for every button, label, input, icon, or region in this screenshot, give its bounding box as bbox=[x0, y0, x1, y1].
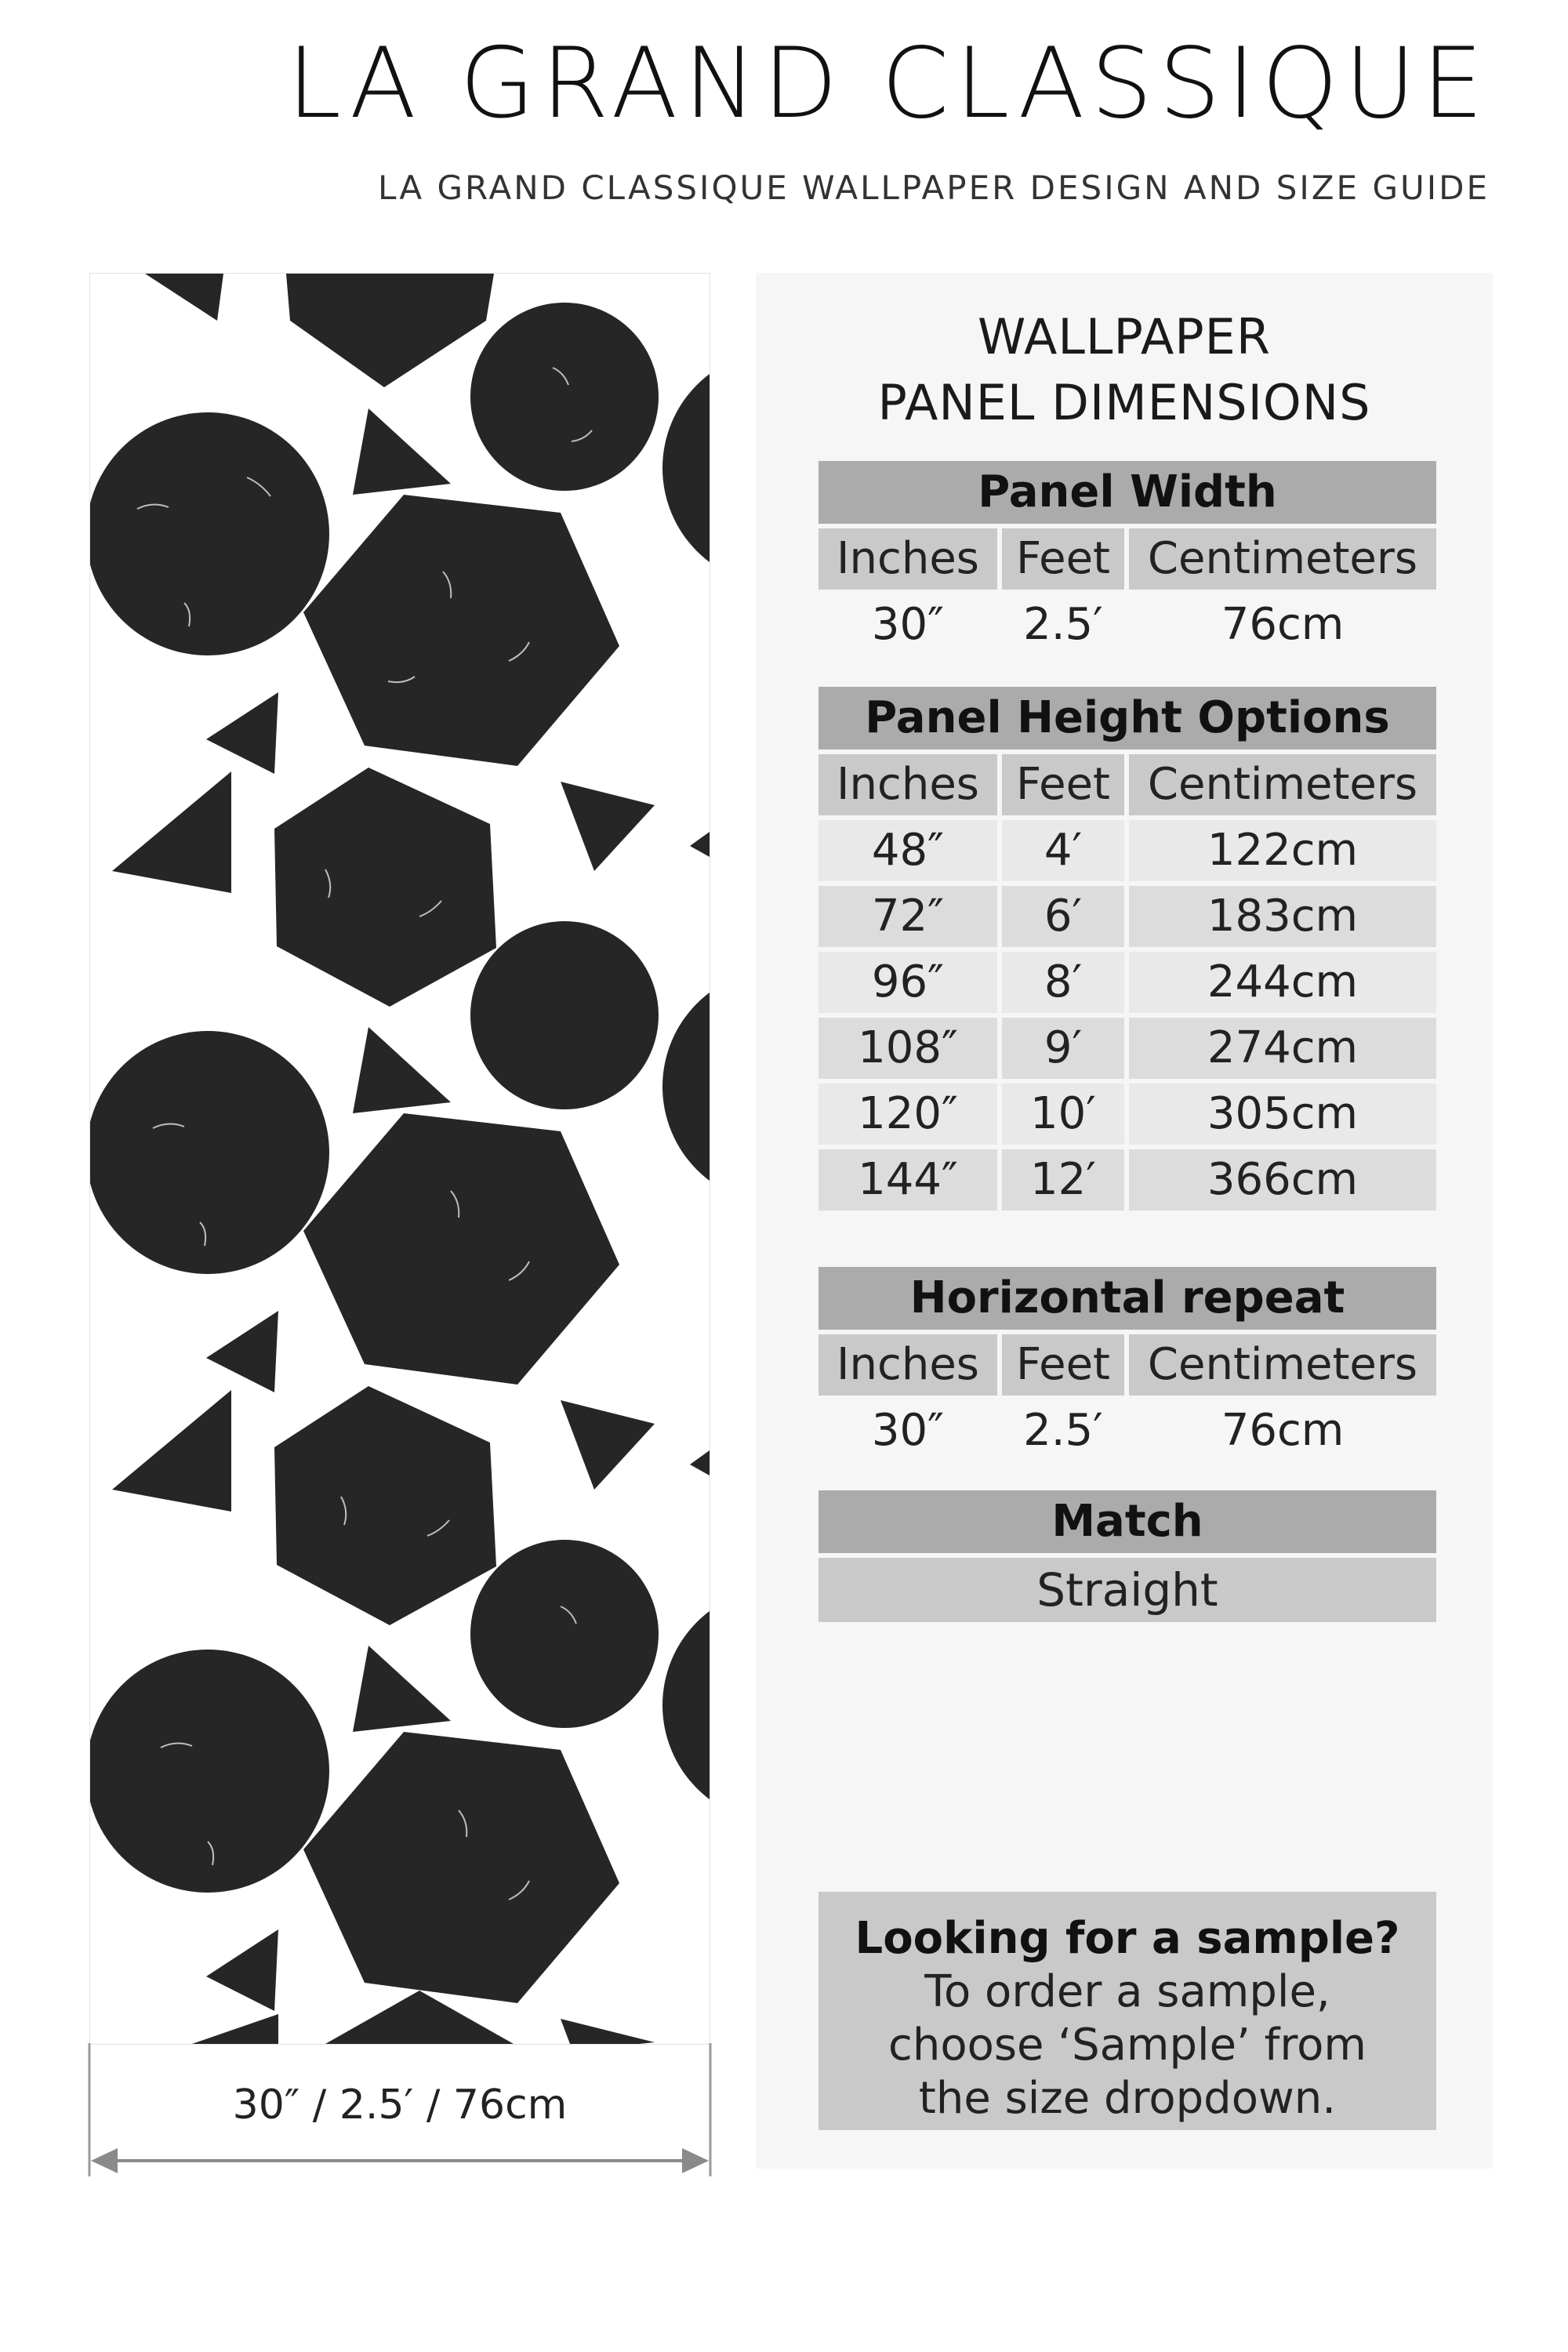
sample-text-line: To order a sample, bbox=[924, 1966, 1330, 2017]
section-title: Panel Height Options bbox=[818, 687, 1436, 750]
table-row bbox=[818, 820, 1436, 881]
cell-feet: 6′ bbox=[1002, 886, 1124, 947]
panel-width-label: 30″ / 2.5′ / 76cm bbox=[232, 2082, 568, 2129]
circle-shape bbox=[470, 1540, 659, 1728]
column-header-feet: Feet bbox=[1002, 1334, 1124, 1396]
circle-shape bbox=[90, 412, 329, 655]
triangle-shape bbox=[353, 408, 451, 495]
card-heading-line1: WALLPAPER bbox=[978, 308, 1271, 365]
column-header-row bbox=[818, 1334, 1436, 1396]
triangle-shape bbox=[561, 1400, 655, 1490]
cell-centimeters: 305cm bbox=[1129, 1083, 1436, 1145]
table-row bbox=[818, 1018, 1436, 1079]
cell-centimeters: 76cm bbox=[1221, 1405, 1345, 1456]
hexagon-shape bbox=[274, 768, 496, 1007]
triangle-shape bbox=[145, 274, 223, 321]
cell-inches: 108″ bbox=[818, 1018, 997, 1079]
sample-callout bbox=[818, 1892, 1436, 2130]
hexagon-shape bbox=[303, 1732, 619, 2003]
column-header-centimeters: Centimeters bbox=[1129, 1334, 1436, 1396]
triangle-shape bbox=[353, 1646, 451, 1732]
hexagon-shape bbox=[303, 495, 619, 766]
horizontal-repeat-section bbox=[818, 1267, 1436, 1466]
triangle-shape bbox=[353, 1027, 451, 1113]
brand-title: LA GRAND CLASSIQUE bbox=[287, 27, 1490, 140]
hexagon-shape bbox=[274, 1386, 496, 1625]
circle-shape bbox=[470, 303, 659, 491]
triangle-shape bbox=[206, 1929, 278, 2011]
column-header-feet: Feet bbox=[1002, 528, 1124, 590]
section-title: Horizontal repeat bbox=[818, 1267, 1436, 1330]
wallpaper-panel-preview bbox=[89, 273, 710, 2045]
cell-centimeters: 274cm bbox=[1129, 1018, 1436, 1079]
triangle-shape bbox=[112, 1390, 231, 1512]
circle-shape bbox=[662, 969, 710, 1204]
table-row bbox=[818, 1083, 1436, 1145]
triangle-shape bbox=[561, 2019, 655, 2044]
card-heading-line2: PANEL DIMENSIONS bbox=[877, 374, 1371, 431]
brand-subtitle: LA GRAND CLASSIQUE WALLPAPER DESIGN AND SIZE GUIDE bbox=[378, 169, 1490, 207]
cell-inches: 144″ bbox=[818, 1149, 997, 1210]
triangle-shape bbox=[690, 832, 710, 857]
cell-centimeters: 366cm bbox=[1129, 1149, 1436, 1210]
table-row bbox=[818, 1400, 1436, 1461]
triangle-shape bbox=[690, 1450, 710, 1475]
cell-inches: 30″ bbox=[871, 1405, 945, 1456]
sample-title: Looking for a sample? bbox=[855, 1913, 1400, 1964]
triangle-shape bbox=[192, 2014, 278, 2044]
cell-feet: 2.5′ bbox=[1023, 599, 1103, 650]
column-header-inches: Inches bbox=[818, 754, 997, 815]
hexagon-shape bbox=[286, 274, 494, 387]
table-row bbox=[818, 594, 1436, 655]
triangle-shape bbox=[561, 782, 655, 871]
hexagon-shape bbox=[303, 1113, 619, 1385]
match-section bbox=[818, 1490, 1436, 1622]
column-header-inches: Inches bbox=[818, 528, 997, 590]
cell-centimeters: 183cm bbox=[1129, 886, 1436, 947]
triangle-shape bbox=[206, 1311, 278, 1392]
cell-feet: 2.5′ bbox=[1023, 1405, 1103, 1456]
column-header-centimeters: Centimeters bbox=[1129, 754, 1436, 815]
circle-shape bbox=[90, 1031, 329, 1274]
column-header-inches: Inches bbox=[818, 1334, 997, 1396]
circle-shape bbox=[470, 921, 659, 1109]
sample-text-line: choose ‘Sample’ from bbox=[888, 2020, 1367, 2071]
pattern-shapes bbox=[90, 274, 710, 2044]
cell-centimeters: 122cm bbox=[1129, 820, 1436, 881]
panel-width-section bbox=[818, 461, 1436, 660]
column-header-feet: Feet bbox=[1002, 754, 1124, 815]
cell-centimeters: 76cm bbox=[1221, 599, 1345, 650]
triangle-shape bbox=[112, 771, 231, 893]
cell-inches: 96″ bbox=[818, 952, 997, 1013]
cell-feet: 9′ bbox=[1002, 1018, 1124, 1079]
table-row bbox=[818, 1149, 1436, 1210]
cell-inches: 72″ bbox=[818, 886, 997, 947]
table-row bbox=[818, 886, 1436, 947]
sample-text-line: the size dropdown. bbox=[918, 2073, 1337, 2124]
cell-inches: 120″ bbox=[818, 1083, 997, 1145]
panel-height-section bbox=[818, 687, 1436, 1215]
pattern-artwork bbox=[90, 274, 710, 2044]
circle-shape bbox=[90, 1650, 329, 1893]
table-row bbox=[818, 952, 1436, 1013]
cell-feet: 8′ bbox=[1002, 952, 1124, 1013]
column-header-row bbox=[818, 754, 1436, 815]
cell-inches: 48″ bbox=[818, 820, 997, 881]
column-header-row bbox=[818, 528, 1436, 590]
circle-shape bbox=[662, 1588, 710, 1823]
cell-centimeters: 244cm bbox=[1129, 952, 1436, 1013]
column-header-centimeters: Centimeters bbox=[1129, 528, 1436, 590]
match-value: Straight bbox=[818, 1558, 1436, 1622]
triangle-shape bbox=[206, 692, 278, 774]
cell-inches: 30″ bbox=[871, 599, 945, 650]
section-title: Panel Width bbox=[818, 461, 1436, 524]
cell-feet: 10′ bbox=[1002, 1083, 1124, 1145]
dimensions-card bbox=[756, 273, 1493, 2169]
circle-shape bbox=[662, 350, 710, 586]
section-title: Match bbox=[818, 1490, 1436, 1553]
cell-feet: 12′ bbox=[1002, 1149, 1124, 1210]
cell-feet: 4′ bbox=[1002, 820, 1124, 881]
card-heading bbox=[756, 304, 1493, 436]
